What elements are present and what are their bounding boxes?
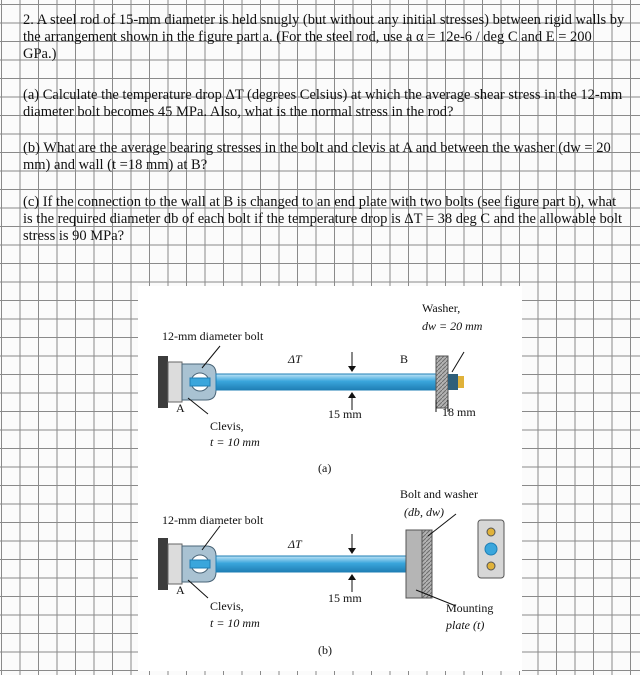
plate-t: plate (t) — [446, 618, 485, 632]
rod-dim-a: 15 mm — [328, 407, 362, 421]
clevis-t-a: t = 10 mm — [210, 435, 260, 449]
steel-rod-a — [216, 374, 436, 390]
figure-b — [158, 487, 504, 657]
bolt-shank-a — [190, 378, 210, 386]
caption-a: (a) — [318, 461, 332, 475]
clevis-label-a: Clevis, — [210, 419, 244, 433]
figure-a — [158, 301, 483, 475]
washer-dim-a: dw = 20 mm — [422, 319, 483, 333]
plate-label: Mounting — [446, 601, 494, 615]
plate-bolt-bottom — [487, 562, 495, 570]
figure-panel — [138, 286, 522, 671]
arrowhead-b1 — [348, 548, 356, 554]
bolt-label-a: 12-mm diameter bolt — [162, 329, 264, 343]
bolt-washer-label: Bolt and washer — [400, 487, 478, 501]
delta-t-b: ΔT — [288, 537, 302, 551]
problem-intro: 2. A steel rod of 15-mm diameter is held snugly (but without any initial stresses) between rigid walls by the arrangement shown in the figure part a. (For the steel rod, use a α = 12e-6 / deg C and E = 200 GPa.) — [23, 12, 625, 62]
steel-rod-b — [216, 556, 406, 572]
caption-b: (b) — [318, 643, 332, 657]
clevis-leader-b — [188, 580, 208, 598]
arrowhead-a2 — [348, 392, 356, 398]
arrowhead-b2 — [348, 574, 356, 580]
bolt-shank-b — [190, 560, 210, 568]
nut-a — [458, 376, 464, 388]
plate-bolt-top — [487, 528, 495, 536]
plate-rod-hole — [485, 543, 497, 555]
arrowhead-a1 — [348, 366, 356, 372]
wall-dim-a: 18 mm — [442, 405, 476, 419]
end-plate-b — [406, 530, 422, 598]
washer-leader-a — [452, 352, 464, 372]
point-a-label-b: A — [176, 583, 185, 597]
delta-t-a: ΔT — [288, 352, 302, 366]
problem-part-c: (c) If the connection to the wall at B is changed to an end plate with two bolts (see figure part b), what is the required diameter db of each bolt if the temperature drop is ΔT = 38 deg C and the allowable bolt stress is 90 MPa? — [23, 194, 623, 244]
problem-part-b: (b) What are the average bearing stresses in the bolt and clevis at A and between the washer (dw = 20 mm) and wall (t =18 mm) at B? — [23, 140, 611, 173]
washer-a — [448, 374, 458, 390]
clevis-t-b: t = 10 mm — [210, 616, 260, 630]
rod-dim-b: 15 mm — [328, 591, 362, 605]
clevis-label-b: Clevis, — [210, 599, 244, 613]
mount-plate-a — [168, 362, 182, 402]
bolt-washer-dims: (db, dw) — [404, 505, 444, 519]
rod-diagrams — [138, 286, 522, 671]
left-wall-a — [158, 356, 168, 408]
right-wall-a — [436, 356, 448, 408]
problem-part-a: (a) Calculate the temperature drop ΔT (degrees Celsius) at which the average shear stress in the 12-mm diameter bolt becomes 45 MPa. Also, what is the normal stress in the rod? — [23, 87, 623, 120]
mount-plate-left-b — [168, 544, 182, 584]
washer-label-a: Washer, — [422, 301, 461, 315]
right-wall-b — [422, 530, 432, 598]
point-a-label-a: A — [176, 401, 185, 415]
bolt-label-b: 12-mm diameter bolt — [162, 513, 264, 527]
point-b-label-a: B — [400, 352, 409, 366]
left-wall-b — [158, 538, 168, 590]
